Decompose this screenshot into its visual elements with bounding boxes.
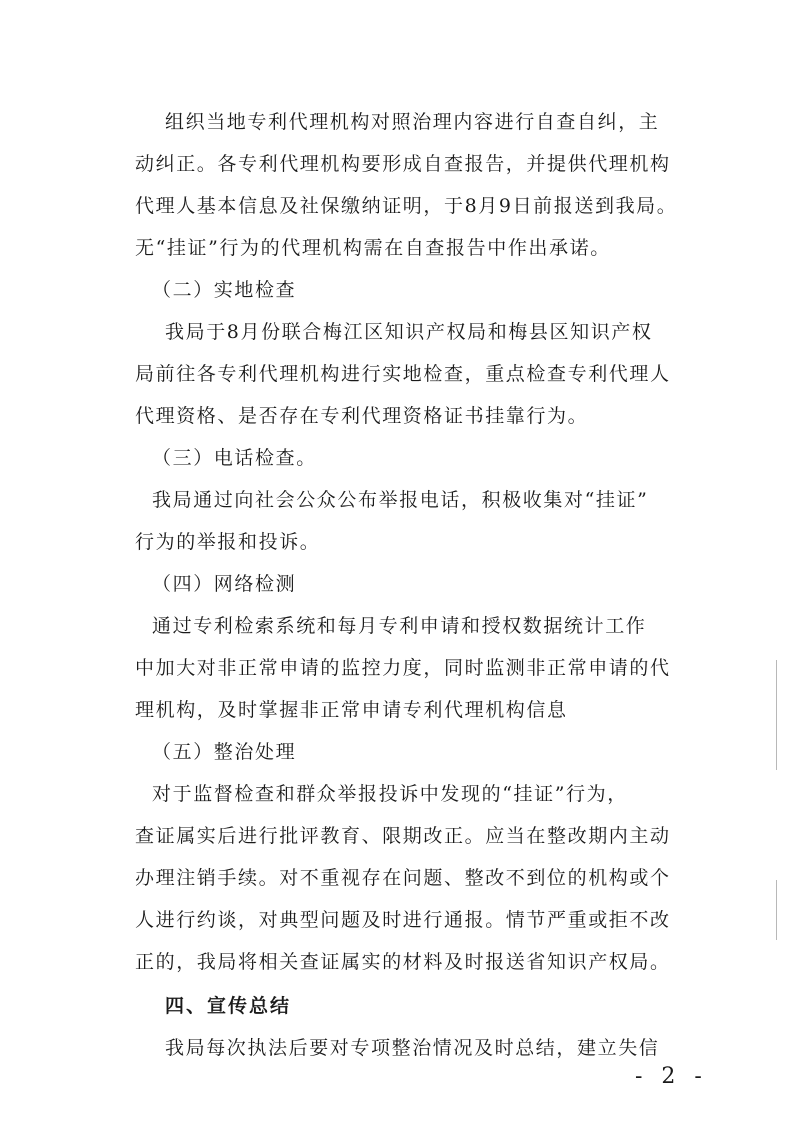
paragraph-1-line-1: 组织当地专利代理机构对照治理内容进行自查自纠，主 — [165, 111, 660, 133]
page-number: - 2 - — [635, 1064, 708, 1089]
scan-edge-mark — [776, 660, 777, 770]
section-heading-publicity-summary: 四、宣传总结 — [165, 995, 292, 1017]
subheading-rectification: （五）整治处理 — [152, 741, 297, 763]
scan-edge-mark — [776, 880, 777, 940]
subheading-phone-inspection: （三）电话检查。 — [152, 447, 317, 469]
paragraph-4-line-2: 中加大对非正常申请的监控力度，同时监测非正常申请的代 — [135, 657, 671, 679]
paragraph-2-line-2: 局前往各专利代理机构进行实地检查，重点检查专利代理人 — [135, 363, 671, 385]
paragraph-5-line-5: 正的，我局将相关查证属实的材料及时报送省知识产权局。 — [135, 951, 671, 973]
paragraph-3-line-1: 我局通过向社会公众公布举报电话，积极收集对“挂证” — [152, 489, 649, 511]
paragraph-4-line-1: 通过专利检索系统和每月专利申请和授权数据统计工作 — [152, 615, 647, 637]
paragraph-3-line-2: 行为的举报和投诉。 — [135, 531, 321, 553]
paragraph-6-line-1: 我局每次执法后要对专项整治情况及时总结，建立失信 — [165, 1037, 660, 1059]
paragraph-1-line-3: 代理人基本信息及社保缴纳证明，于8月9日前报送到我局。 — [135, 195, 678, 217]
paragraph-5-line-2: 查证属实后进行批评教育、限期改正。应当在整改期内主动 — [135, 825, 671, 847]
subheading-site-inspection: （二）实地检查 — [152, 279, 297, 301]
paragraph-2-line-1: 我局于8月份联合梅江区知识产权局和梅县区知识产权 — [165, 321, 653, 343]
paragraph-1-line-4: 无“挂证”行为的代理机构需在自查报告中作出承诺。 — [135, 237, 611, 259]
paragraph-5-line-3: 办理注销手续。对不重视存在问题、整改不到位的机构或个 — [135, 867, 671, 889]
subheading-network-monitoring: （四）网络检测 — [152, 573, 297, 595]
paragraph-5-line-1: 对于监督检查和群众举报投诉中发现的“挂证”行为， — [152, 783, 628, 805]
paragraph-4-line-3: 理机构，及时掌握非正常申请专利代理机构信息 — [135, 699, 568, 721]
paragraph-2-line-3: 代理资格、是否存在专利代理资格证书挂靠行为。 — [135, 405, 589, 427]
paragraph-1-line-2: 动纠正。各专利代理机构要形成自查报告，并提供代理机构 — [135, 153, 671, 175]
paragraph-5-line-4: 人进行约谈，对典型问题及时进行通报。情节严重或拒不改 — [135, 909, 671, 931]
